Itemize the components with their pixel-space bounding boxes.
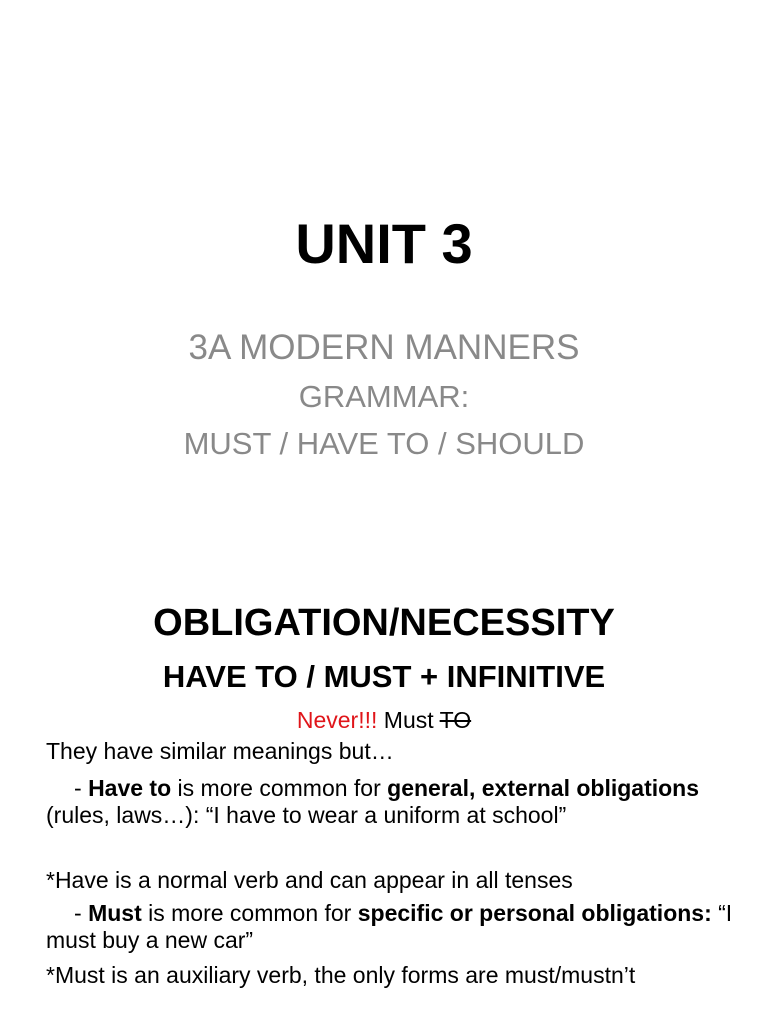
slide-title: UNIT 3 (295, 212, 473, 275)
have-to-mid: is more common for (171, 775, 388, 801)
must-explanation (46, 900, 746, 954)
slide-subtitle-lesson: 3A MODERN MANNERS (188, 328, 580, 367)
have-note: *Have is a normal verb and can appear in all tenses (46, 867, 573, 893)
have-to-example: (rules, laws…): “I have to wear a uniform at school” (46, 802, 567, 828)
must-note: *Must is an auxiliary verb, the only forms are must/mustn’t (46, 962, 636, 988)
have-to-explanation (46, 775, 746, 829)
must-word: Must (383, 707, 434, 733)
dash: - (74, 900, 89, 926)
must-term: Must (88, 900, 142, 926)
have-to-emphasis: general, external obligations (387, 775, 700, 801)
must-example: “I must buy a new car” (46, 900, 733, 953)
never-warning: Never!!! (296, 707, 378, 733)
must-emphasis: specific or personal obligations: (357, 900, 712, 926)
must-mid: is more common for (141, 900, 358, 926)
dash: - (74, 775, 89, 801)
slide-heading: OBLIGATION/NECESSITY (153, 602, 615, 644)
slide-subheading: HAVE TO / MUST + INFINITIVE (162, 659, 606, 694)
never-warning-line (0, 705, 768, 735)
slide-subtitle-grammar-label: GRAMMAR: (298, 379, 470, 414)
struck-to-word: TO (439, 707, 472, 733)
slide-obligation (0, 512, 768, 1024)
slide-subtitle-grammar-topic: MUST / HAVE TO / SHOULD (183, 426, 585, 461)
intro-text: They have similar meanings but… (46, 738, 394, 764)
have-to-term: Have to (88, 775, 172, 801)
